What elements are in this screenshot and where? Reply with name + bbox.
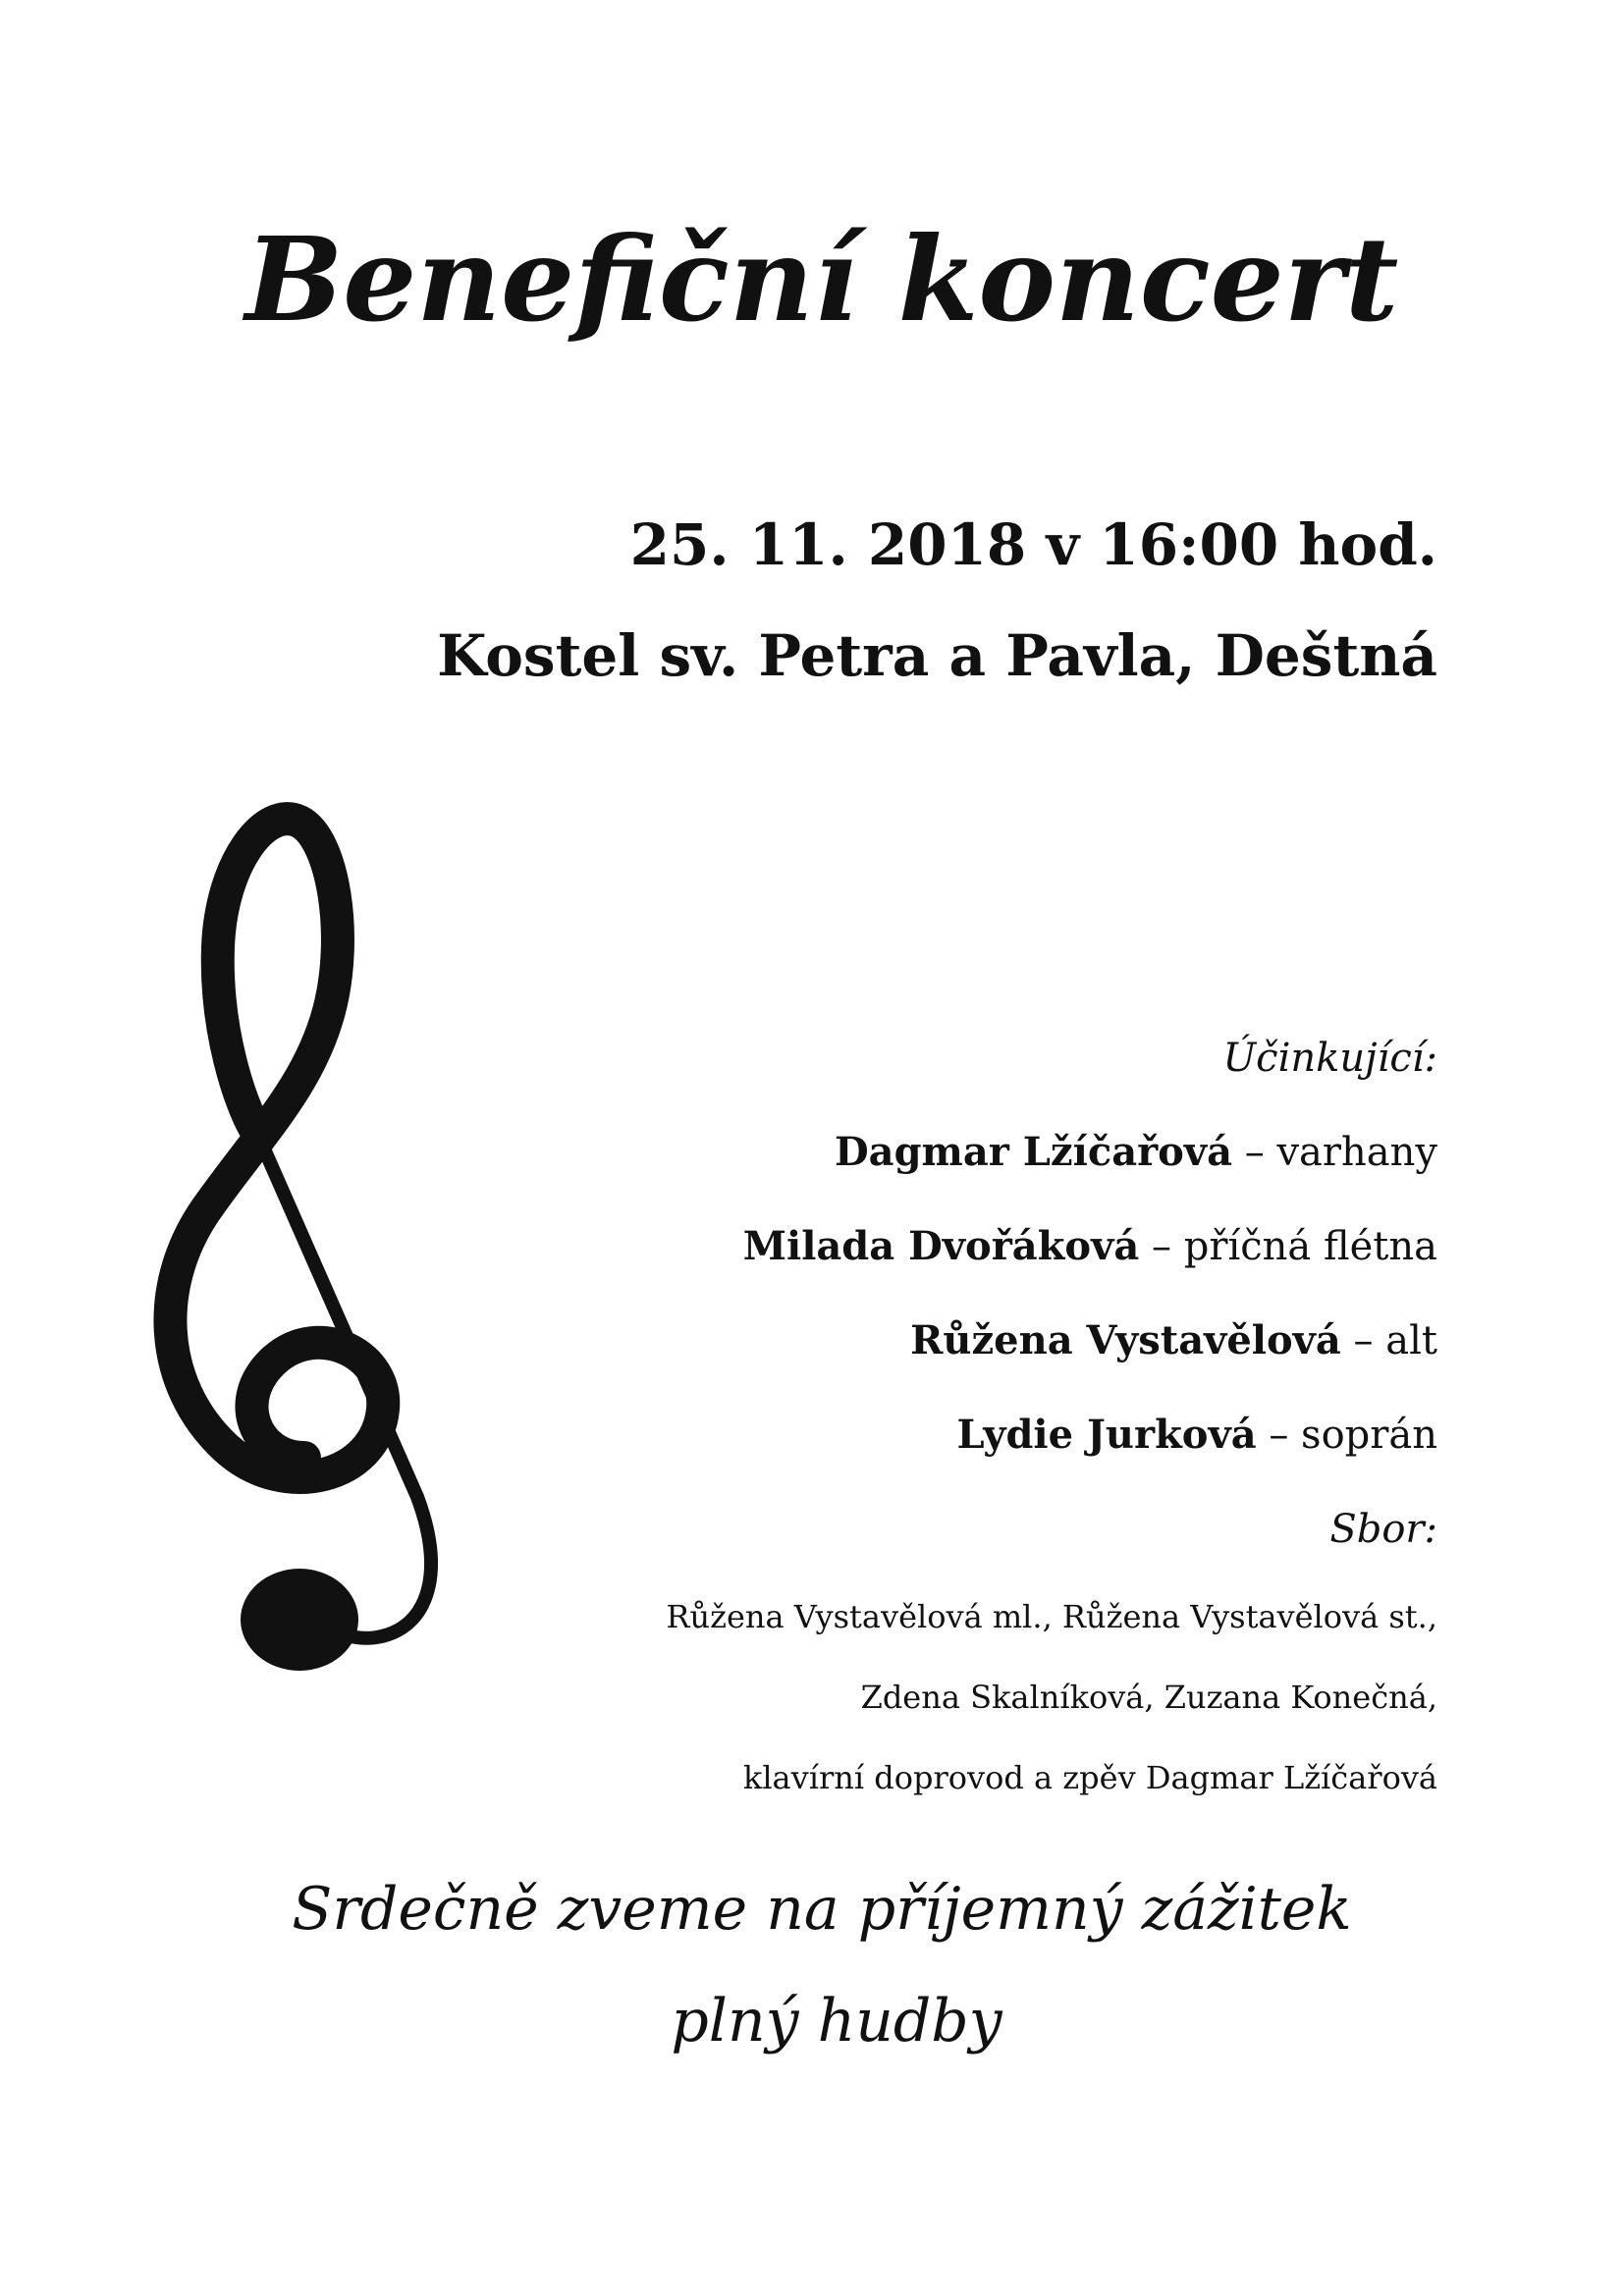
choir-line: Zdena Skalníková, Zuzana Konečná, bbox=[860, 1679, 1437, 1716]
performer-row bbox=[666, 1294, 1437, 1388]
performers-heading: Účinkující: bbox=[1222, 1036, 1437, 1081]
performer-role: – alt bbox=[1340, 1318, 1437, 1363]
performer-row bbox=[666, 1388, 1437, 1482]
invitation-line-1: Srdečně zveme na příjemný zážitek bbox=[292, 1875, 1352, 1944]
choir-heading: Sbor: bbox=[1329, 1507, 1437, 1552]
event-date: 25. 11. 2018 v 16:00 hod. bbox=[629, 511, 1437, 578]
performer-row bbox=[666, 1105, 1437, 1200]
poster-title: Benefiční koncert bbox=[244, 211, 1399, 347]
performer-row bbox=[666, 1200, 1437, 1294]
performer-name: Milada Dvořáková bbox=[742, 1223, 1140, 1269]
performer-role: – varhany bbox=[1232, 1130, 1437, 1175]
performer-name: Růžena Vystavělová bbox=[910, 1317, 1341, 1363]
invitation-line-2: plný hudby bbox=[671, 1987, 1002, 2056]
performer-role: – příčná flétna bbox=[1139, 1224, 1437, 1269]
performers-block bbox=[666, 1011, 1437, 1818]
performer-role: – soprán bbox=[1256, 1413, 1437, 1458]
choir-line: klavírní doprovod a zpěv Dagmar Lžíčařová bbox=[742, 1759, 1437, 1796]
treble-clef-icon bbox=[137, 771, 530, 1674]
event-place: Kostel sv. Petra a Pavla, Deštná bbox=[437, 622, 1437, 689]
performer-name: Dagmar Lžíčařová bbox=[834, 1129, 1233, 1175]
choir-line: Růžena Vystavělová ml., Růžena Vystavělová st., bbox=[666, 1598, 1437, 1635]
performer-name: Lydie Jurková bbox=[956, 1412, 1257, 1458]
